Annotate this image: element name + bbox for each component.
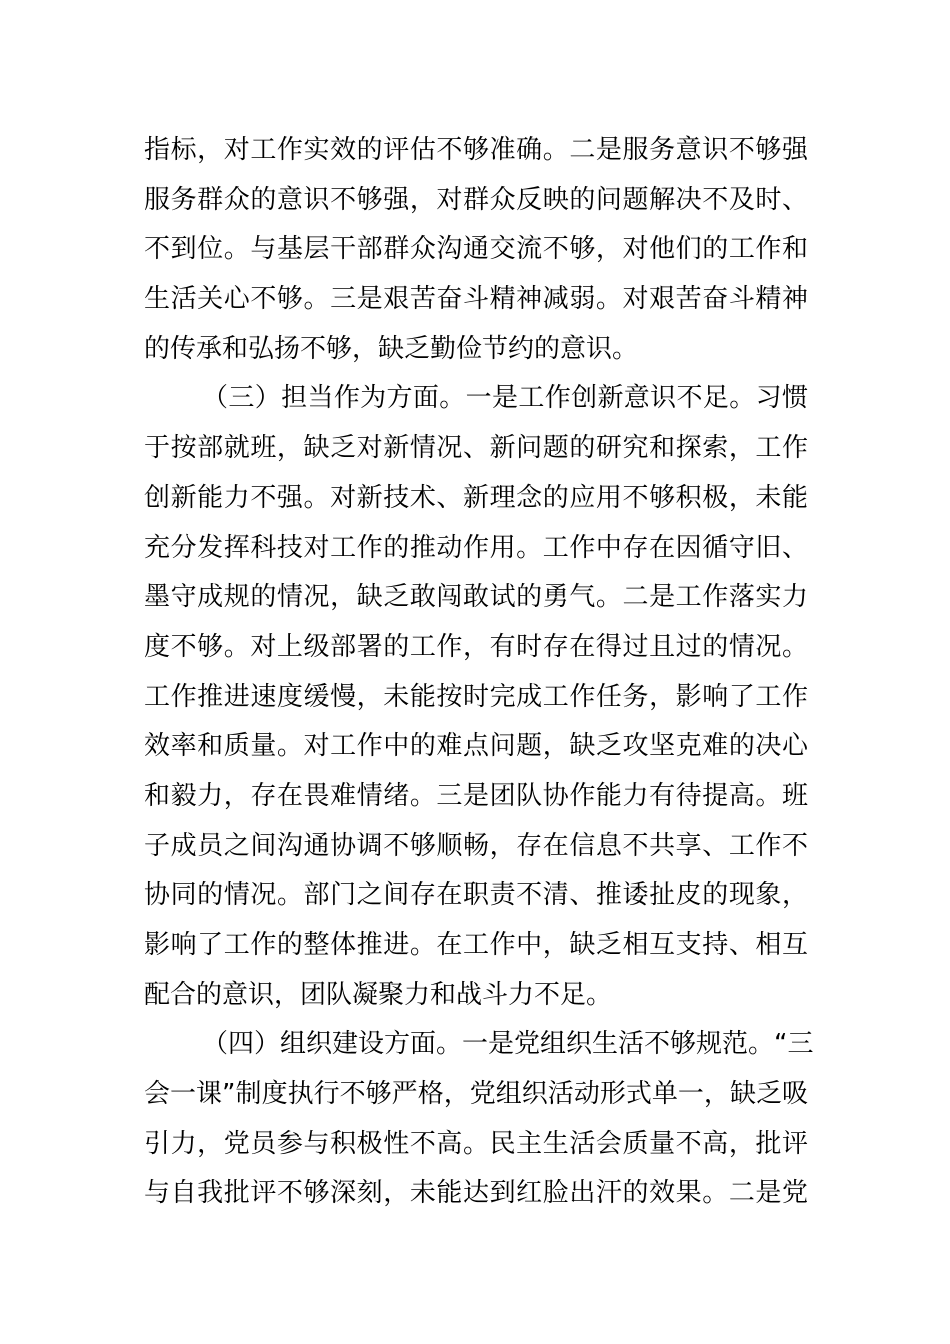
text-line: 不到位。与基层干部群众沟通交流不够，对他们的工作和 [144, 234, 808, 265]
text-line: 与自我批评不够深刻，未能达到红脸出汗的效果。二是党 [144, 1178, 808, 1209]
text-line: 指标，对工作实效的评估不够准确。二是服务意识不够强 [144, 135, 808, 165]
document-body [144, 126, 814, 1219]
text-line: 引力，党员参与积极性不高。民主生活会质量不高，批评 [144, 1128, 808, 1159]
section-heading-line: （四）组织建设方面。一是党组织生活不够规范。“三 [202, 1029, 814, 1060]
text-line: 协同的情况。部门之间存在职责不清、推诿扯皮的现象， [144, 880, 808, 911]
text-line: 墨守成规的情况，缺乏敢闯敢试的勇气。二是工作落实力 [144, 582, 808, 613]
text-line: 度不够。对上级部署的工作，有时存在得过且过的情况。 [144, 631, 808, 662]
text-line: 生活关心不够。三是艰苦奋斗精神减弱。对艰苦奋斗精神 [144, 284, 808, 315]
text-line: 服务群众的意识不够强，对群众反映的问题解决不及时、 [144, 184, 808, 215]
text-line: 配合的意识，团队凝聚力和战斗力不足。 [144, 979, 613, 1010]
text-line: 充分发挥科技对工作的推动作用。工作中存在因循守旧、 [144, 532, 808, 563]
text-line: 影响了工作的整体推进。在工作中，缺乏相互支持、相互 [144, 930, 808, 960]
text-line: 子成员之间沟通协调不够顺畅，存在信息不共享、工作不 [144, 830, 808, 861]
text-line: 的传承和弘扬不够，缺乏勤俭节约的意识。 [144, 333, 639, 364]
text-line: 工作推进速度缓慢，未能按时完成工作任务，影响了工作 [144, 681, 808, 712]
text-line: 效率和质量。对工作中的难点问题，缺乏攻坚克难的决心 [144, 731, 808, 762]
text-line: 于按部就班，缺乏对新情况、新问题的研究和探索，工作 [144, 433, 808, 464]
section-heading-line: （三）担当作为方面。一是工作创新意识不足。习惯 [202, 383, 808, 414]
text-line: 创新能力不强。对新技术、新理念的应用不够积极，未能 [144, 482, 808, 513]
text-line: 和毅力，存在畏难情绪。三是团队协作能力有待提高。班 [144, 780, 808, 811]
text-line: 会一课”制度执行不够严格，党组织活动形式单一，缺乏吸 [144, 1079, 808, 1110]
